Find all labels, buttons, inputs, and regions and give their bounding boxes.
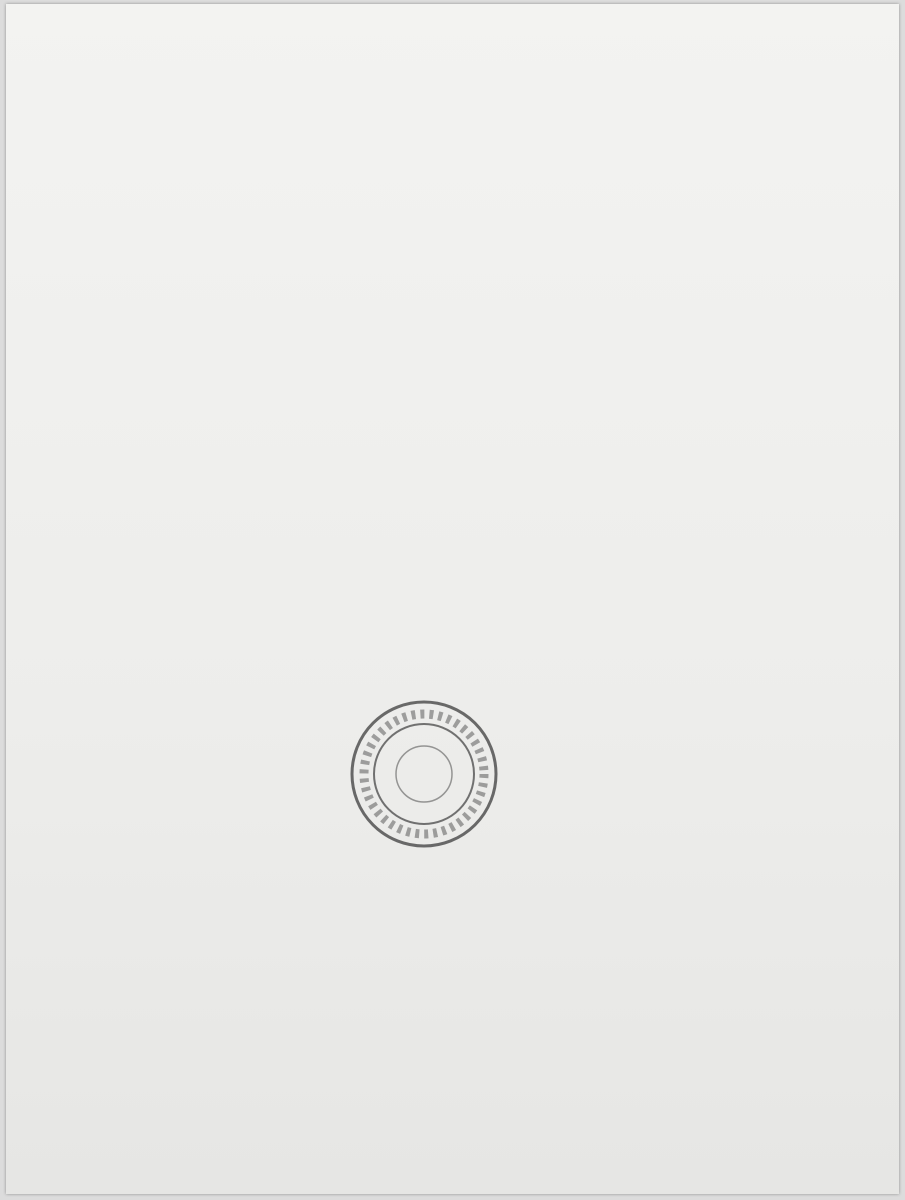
document-page [6, 4, 899, 1194]
official-stamp [344, 694, 504, 854]
